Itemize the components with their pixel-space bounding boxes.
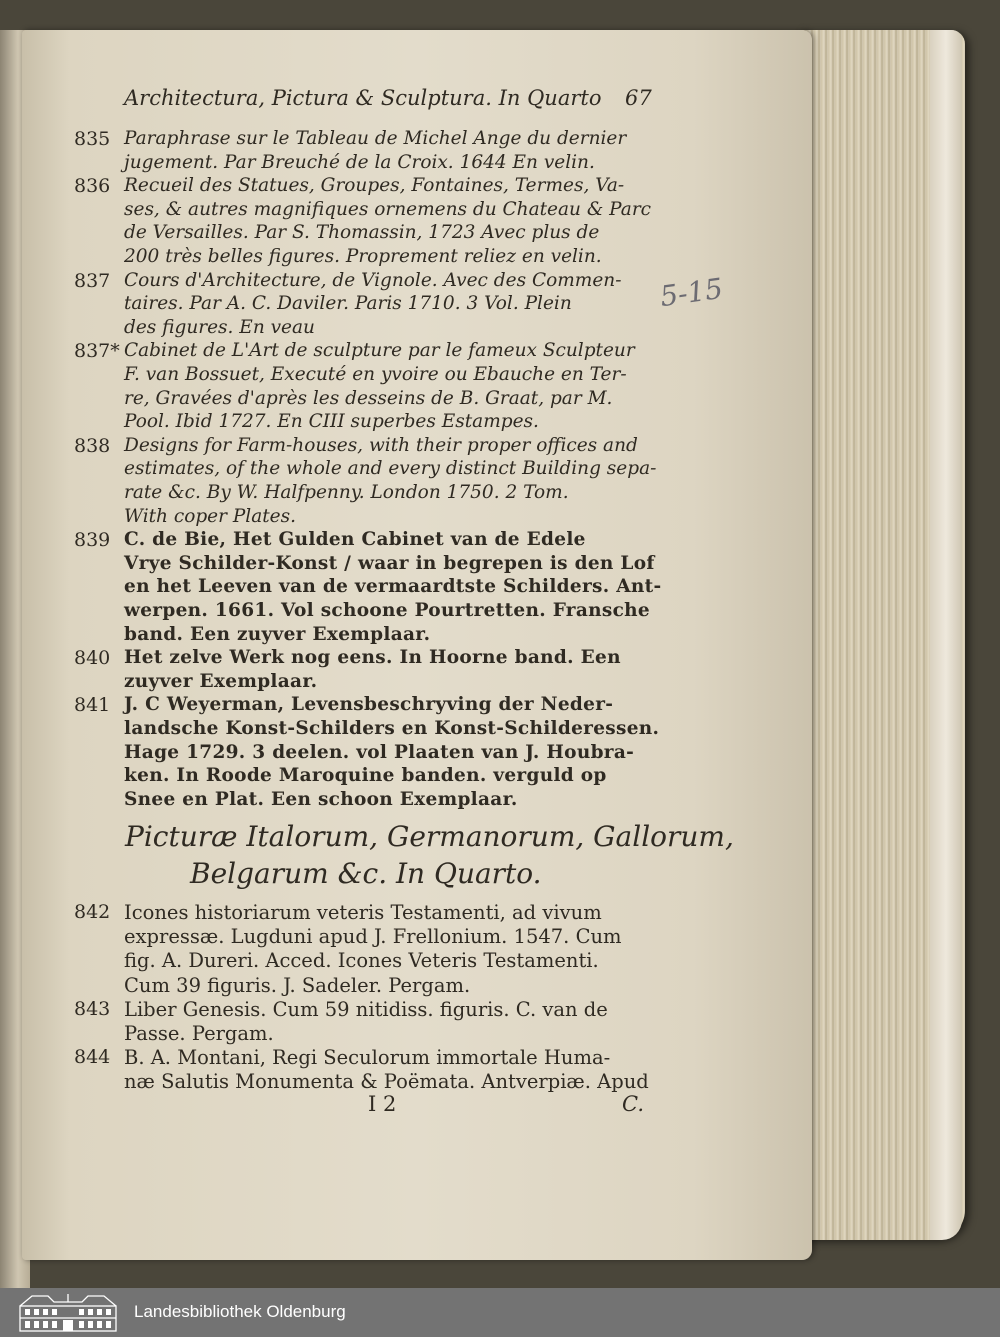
entry-line: fig. A. Dureri. Acced. Icones Veteris Testamenti.	[124, 949, 599, 973]
entry-number: 842	[74, 901, 111, 923]
entry-line: Het zelve Werk nog eens. In Hoorne band. Een	[124, 647, 621, 669]
entry-line: Snee en Plat. Een schoon Exemplaar.	[124, 788, 518, 810]
entry-line: re, Gravées d'après les desseins de B. Graat, par M.	[124, 387, 613, 409]
binding-tape	[930, 30, 962, 1240]
section-title-line-1: Picturæ Italorum, Germanorum, Gallorum,	[125, 820, 734, 853]
entry-number: 839	[74, 529, 111, 552]
entry-line: expressæ. Lugduni apud J. Frellonium. 1547. Cum	[124, 925, 622, 949]
entry-line: estimates, of the whole and every distinct Building sepa-	[124, 458, 657, 480]
running-head: Architectura, Pictura & Sculptura. In Quarto	[124, 86, 602, 110]
entry-line: ses, & autres magnifiques ornemens du Chateau & Parc	[124, 198, 652, 220]
entry-line: taires. Par A. C. Daviler. Paris 1710. 3 Vol. Plein	[124, 293, 572, 315]
entry-line: Recueil des Statues, Groupes, Fontaines, Termes, Va-	[124, 175, 625, 197]
library-name: Landesbibliothek Oldenburg	[134, 1302, 346, 1321]
entry-line: jugement. Par Breuché de la Croix. 1644 En velin.	[124, 151, 595, 173]
entry-line: Icones historiarum veteris Testamenti, ad vivum	[124, 901, 602, 924]
entry-line: Cours d'Architecture, de Vignole. Avec des Commen-	[124, 269, 622, 291]
entry-line: Passe. Pergam.	[124, 1022, 274, 1045]
entry-number: 837*	[74, 340, 120, 363]
entry-line: C. de Bie, Het Gulden Cabinet van de Edele	[124, 529, 586, 551]
entry-line: Designs for Farm-houses, with their proper offices and	[124, 434, 638, 456]
entry-line: zuyver Exemplaar.	[124, 670, 318, 692]
entry-line: F. van Bossuet, Executé en yvoire ou Ebauche en Ter-	[124, 364, 627, 385]
signature-mark: I 2	[368, 1092, 397, 1116]
entry-line: Cabinet de L'Art de sculpture par le fameux Sculpteur	[124, 340, 635, 362]
entry-line: Liber Genesis. Cum 59 nitidiss. figuris. C. van de	[124, 997, 608, 1021]
entry-line: band. Een zuyver Exemplaar.	[124, 623, 431, 645]
entry-line: werpen. 1661. Vol schoone Pourtretten. Fransche	[124, 600, 650, 621]
entry-line: Cum 39 figuris. J. Sadeler. Pergam.	[124, 973, 471, 997]
entry-line: landsche Konst-Schilders en Konst-Schilderessen.	[124, 718, 660, 739]
entry-line: rate &c. By W. Halfpenny. London 1750. 2 Tom.	[124, 482, 569, 503]
handwritten-price-note: 5-15	[658, 271, 725, 314]
footer-banner	[0, 1288, 1000, 1337]
entry-number: 843	[74, 997, 111, 1020]
page-number: 67	[625, 86, 652, 110]
section-title-line-2: Belgarum &c. In Quarto.	[190, 857, 542, 890]
entry-line: ken. In Roode Maroquine banden. verguld op	[124, 765, 607, 787]
library-building-icon	[18, 1292, 118, 1333]
entry-line: Pool. Ibid 1727. En CIII superbes Estampes.	[124, 411, 539, 433]
entry-number: 838	[74, 434, 111, 457]
entry-number: 835	[74, 128, 111, 150]
entry-number: 840	[74, 647, 111, 670]
entry-line: Vrye Schilder-Konst / waar in begrepen is den Lof	[124, 552, 655, 574]
entry-line: With coper Plates.	[124, 505, 297, 527]
entry-number: 841	[74, 694, 111, 717]
entry-number: 837	[74, 269, 111, 292]
entry-line: næ Salutis Monumenta & Poëmata. Antverpiæ. Apud	[124, 1070, 649, 1094]
entry-number: 844	[74, 1046, 111, 1069]
catchword: C.	[622, 1092, 644, 1116]
entry-line: J. C Weyerman, Levensbeschryving der Neder-	[124, 694, 614, 716]
entry-line: en het Leeven van de vermaardtste Schilders. Ant-	[124, 576, 662, 598]
entry-line: de Versailles. Par S. Thomassin, 1723 Avec plus de	[124, 222, 600, 244]
entry-line: des figures. En veau	[124, 316, 315, 338]
entry-number: 836	[74, 175, 111, 198]
entry-line: 200 très belles figures. Proprement reliez en velin.	[124, 246, 602, 267]
entry-line: Hage 1729. 3 deelen. vol Plaaten van J. Houbra-	[124, 741, 635, 763]
entry-line: B. A. Montani, Regi Seculorum immortale Huma-	[124, 1046, 611, 1070]
entry-line: Paraphrase sur le Tableau de Michel Ange du dernier	[124, 128, 627, 149]
